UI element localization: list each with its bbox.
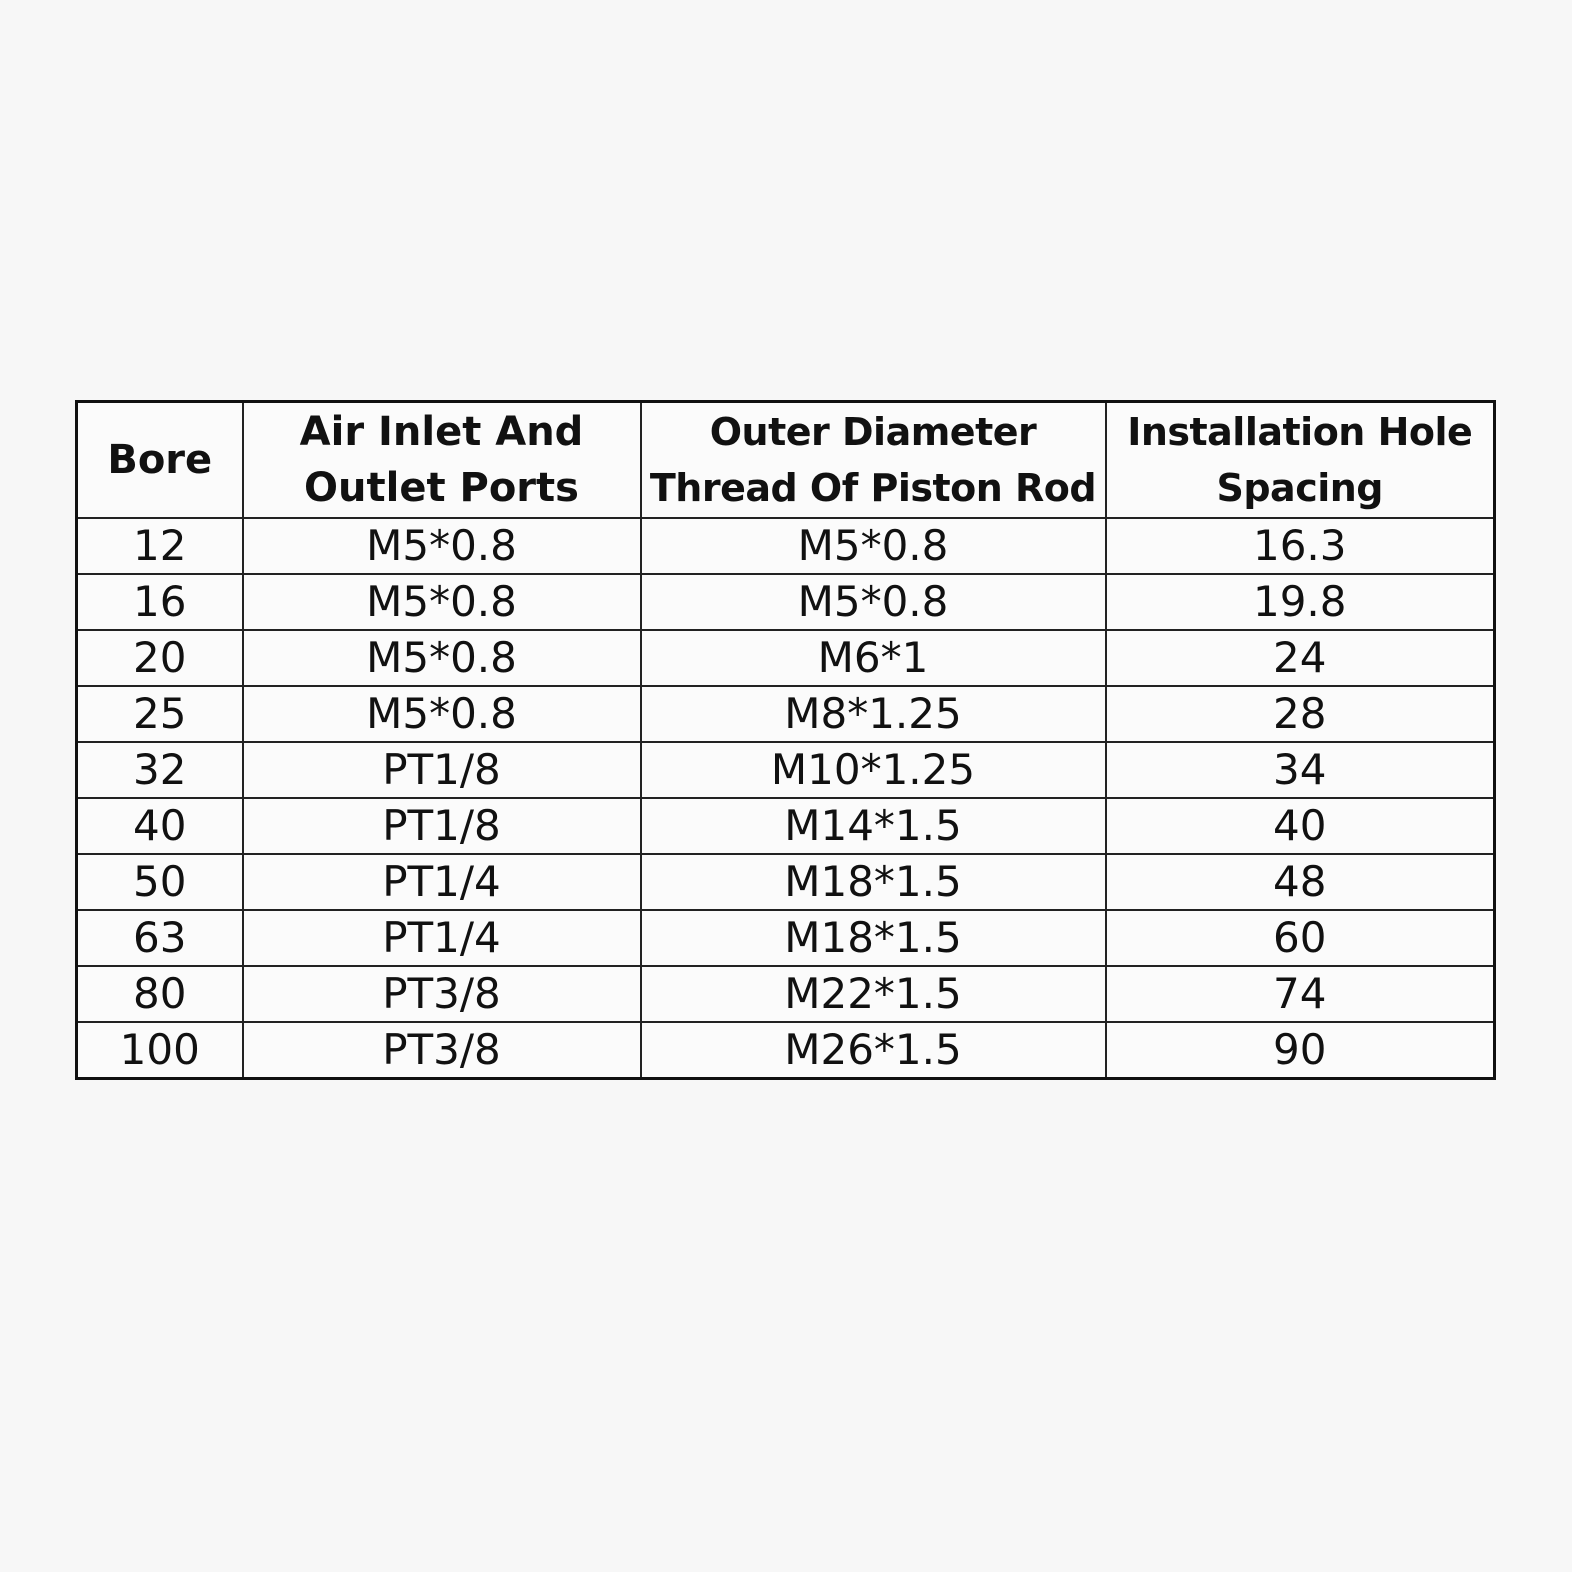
cell-ports: PT3/8 — [243, 966, 641, 1022]
table-row — [77, 966, 1495, 1022]
cell-hole-spacing: 16.3 — [1106, 518, 1495, 574]
table-row — [77, 854, 1495, 910]
header-bore: Bore — [77, 402, 243, 519]
cell-ports: M5*0.8 — [243, 574, 641, 630]
table-row — [77, 742, 1495, 798]
cell-bore: 12 — [77, 518, 243, 574]
cell-rod-thread: M14*1.5 — [641, 798, 1106, 854]
table-row — [77, 518, 1495, 574]
cell-bore: 100 — [77, 1022, 243, 1079]
header-ports: Air Inlet And Outlet Ports — [243, 402, 641, 519]
cell-bore: 40 — [77, 798, 243, 854]
cell-rod-thread: M6*1 — [641, 630, 1106, 686]
cell-hole-spacing: 74 — [1106, 966, 1495, 1022]
spec-table — [75, 400, 1496, 1080]
cell-ports: M5*0.8 — [243, 630, 641, 686]
cell-ports: M5*0.8 — [243, 686, 641, 742]
cell-hole-spacing: 28 — [1106, 686, 1495, 742]
header-row — [77, 402, 1495, 519]
cell-ports: PT3/8 — [243, 1022, 641, 1079]
cell-ports: PT1/8 — [243, 742, 641, 798]
cell-hole-spacing: 48 — [1106, 854, 1495, 910]
cell-hole-spacing: 19.8 — [1106, 574, 1495, 630]
cell-ports: M5*0.8 — [243, 518, 641, 574]
cell-rod-thread: M18*1.5 — [641, 910, 1106, 966]
table-row — [77, 910, 1495, 966]
cell-hole-spacing: 40 — [1106, 798, 1495, 854]
cell-bore: 63 — [77, 910, 243, 966]
table-row — [77, 630, 1495, 686]
cell-rod-thread: M8*1.25 — [641, 686, 1106, 742]
cell-bore: 50 — [77, 854, 243, 910]
cell-rod-thread: M10*1.25 — [641, 742, 1106, 798]
table-row — [77, 1022, 1495, 1079]
cell-rod-thread: M5*0.8 — [641, 574, 1106, 630]
cell-rod-thread: M5*0.8 — [641, 518, 1106, 574]
table-row — [77, 574, 1495, 630]
cell-ports: PT1/4 — [243, 854, 641, 910]
cell-bore: 16 — [77, 574, 243, 630]
cell-bore: 80 — [77, 966, 243, 1022]
header-hole-spacing: Installation Hole Spacing — [1106, 402, 1495, 519]
cell-rod-thread: M26*1.5 — [641, 1022, 1106, 1079]
cell-rod-thread: M18*1.5 — [641, 854, 1106, 910]
cell-rod-thread: M22*1.5 — [641, 966, 1106, 1022]
cell-hole-spacing: 34 — [1106, 742, 1495, 798]
cell-hole-spacing: 60 — [1106, 910, 1495, 966]
cell-hole-spacing: 90 — [1106, 1022, 1495, 1079]
cell-bore: 20 — [77, 630, 243, 686]
cell-bore: 32 — [77, 742, 243, 798]
cell-ports: PT1/8 — [243, 798, 641, 854]
header-rod-thread: Outer Diameter Thread Of Piston Rod — [641, 402, 1106, 519]
cell-ports: PT1/4 — [243, 910, 641, 966]
cell-bore: 25 — [77, 686, 243, 742]
table-row — [77, 686, 1495, 742]
cell-hole-spacing: 24 — [1106, 630, 1495, 686]
table-row — [77, 798, 1495, 854]
